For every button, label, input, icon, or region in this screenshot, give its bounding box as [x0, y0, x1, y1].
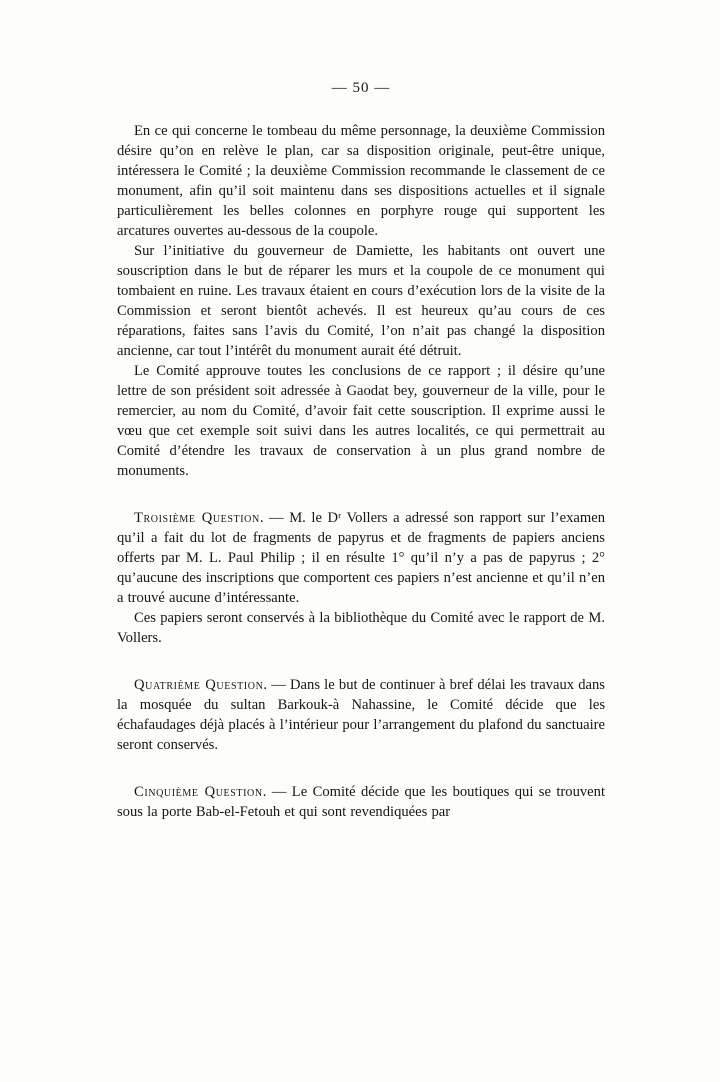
- section-heading-troisieme: Troisième Question: [134, 510, 260, 526]
- section-body-troisieme: . — M. le Dʳ Vollers a adressé son rapport sur l’examen qu’il a fait du lot de fragments de papyrus et de fragments de papiers anciens offerts par M. L. Paul Philip ; il en résulte 1° qu’il n’y a pas de papyrus ; 2° qu’aucune des inscriptions que comportent ces papiers n’est ancienne et qu’il n’en a trouvé aucune d’intéressante.: [117, 510, 605, 606]
- paragraph-souscription-damiette: Sur l’initiative du gouverneur de Damiette, les habitants ont ouvert une souscription dans le but de réparer les murs et la coupole de ce monument qui tombaient en ruine. Les travaux étaient en cours d’exécution lors de la visite de la Commission et seront bientôt achevés. Il est heureux qu’au cours de ces réparations, faites sans l’avis du Comité, l’on n’ait pas changé la disposition ancienne, car tout l’intérêt du monument aurait été détruit.: [117, 243, 605, 359]
- section-heading-cinquieme: Cinquième Question: [134, 784, 263, 800]
- page-content: [117, 80, 605, 822]
- section-body-cinquieme: . — Le Comité décide que les boutiques qui se trouvent sous la porte Bab-el-Fetouh et qui sont revendiquées par: [117, 784, 605, 820]
- paragraph-comite-approuve: Le Comité approuve toutes les conclusions de ce rapport ; il désire qu’une lettre de son président soit adressée à Gaodat bey, gouverneur de la ville, pour le remercier, au nom du Comité, d’avoir fait cette souscription. Il exprime aussi le vœu que cet exemple soit suivi dans les autres localités, ce qui permettrait au Comité d’étendre les travaux de conservation à un plus grand nombre de monuments.: [117, 363, 605, 479]
- section-body-quatrieme: . — Dans le but de continuer à bref délai les travaux dans la mosquée du sultan Barkouk-à Nahassine, le Comité décide que les échafaudages déjà placés à l’intérieur pour l’arrangement du plafond du sanctuaire seront conservés.: [117, 677, 605, 753]
- paragraph-troisieme-question: [117, 508, 605, 608]
- paragraph-cinquieme-question: [117, 782, 605, 822]
- section-heading-quatrieme: Quatrième Question: [134, 677, 264, 693]
- paragraph-quatrieme-question: [117, 675, 605, 755]
- paragraph-tombeau: En ce qui concerne le tombeau du même personnage, la deuxième Commission désire qu’on en relève le plan, car sa disposition originale, peut-être unique, intéressera le Comité ; la deuxième Commission recommande le classement de ce monument, afin qu’il soit maintenu dans ses dispositions actuelles et il signale particulièrement les belles colonnes en porphyre rouge qui supportent les arcatures ouvertes au-dessous de la coupole.: [117, 123, 605, 239]
- paragraph-papiers-conserves: Ces papiers seront conservés à la bibliothèque du Comité avec le rapport de M. Vollers.: [117, 610, 605, 646]
- page-number: — 50 —: [331, 80, 391, 96]
